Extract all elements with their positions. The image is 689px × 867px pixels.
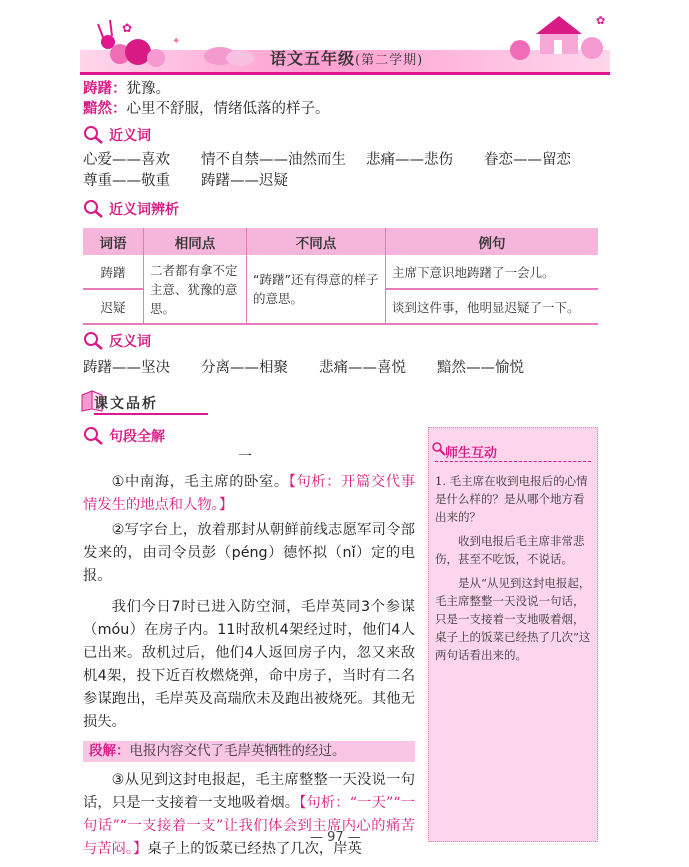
antonym-pair: 分离——相聚	[201, 360, 288, 376]
synonym-pair: 心爱——喜欢	[83, 152, 170, 168]
table-cell-word: 迟疑	[83, 289, 144, 324]
paragraph: ①中南海，毛主席的卧室。【句析：开篇交代事情发生的地点和人物。】	[83, 474, 415, 513]
telegram-paragraph: 我们今日7时已进入防空洞，毛岸英同3个参谋（móu）在房子内。11时敌机4架经过时，他们4人已出来。敌机过后，他们4人返回房子内，忽又来敌机4架，投下近百枚燃烧弹，命中房子，当时有二名参谋跑出，毛岸英及高瑞欣未及跑出被烧死。其他无损失。	[83, 599, 415, 730]
paragraph: ③从见到这封电报起，毛主席整整一天没说一句话，只是一支接着一支地吸着烟。【句析：“一天”“一句话”“一支接着一支”让我们体会到主席内心的痛苦与苦闷。】桌子上的饭菜已经热了几次，岸英	[83, 772, 416, 857]
magnifier-icon	[432, 442, 446, 456]
column-header: 相同点	[144, 228, 247, 255]
sidebar-answer: 收到电报后毛主席非常悲伤，甚至不吃饭，不说话。	[435, 534, 585, 566]
table-cell-same-point: 二者都有拿不定主意、犹豫的意思。	[144, 255, 247, 324]
book-title: 语文五年级(第二学期)	[270, 49, 424, 68]
sentence-note: 【句析：“一天”“一句话”“一支接着一支”让我们体会到主席内心的痛苦与苦闷。】	[83, 795, 416, 857]
antonym-pair: 悲痛——喜悦	[319, 360, 406, 376]
magnifier-icon	[83, 199, 105, 219]
table-header-row	[83, 228, 598, 255]
synonym-pair: 眷恋——留恋	[484, 152, 571, 168]
svg-text:✦: ✦	[172, 36, 181, 47]
table-cell-word: 踌躇	[83, 255, 144, 289]
magnifier-icon	[83, 125, 105, 145]
house-decoration-icon	[500, 10, 610, 70]
column-header: 不同点	[247, 228, 386, 255]
column-header: 词语	[83, 228, 144, 255]
synonym-pairs-row	[83, 171, 288, 191]
table-row	[83, 255, 598, 289]
antonym-pair: 黯然——愉悦	[437, 360, 524, 376]
sentence-analysis-heading: 句段全解	[83, 425, 165, 447]
page-header	[80, 10, 610, 72]
paragraph: ②写字台上，放着那封从朝鲜前线志愿军司令部发来的，由司令员彭（péng）德怀拟（nǐ）定的电报。	[83, 522, 415, 584]
magnifier-icon	[83, 331, 105, 351]
part-marker: 一	[238, 449, 252, 465]
flower-decoration-icon	[80, 14, 200, 72]
synonyms-heading: 近义词	[83, 124, 151, 146]
sidebar-body	[435, 472, 593, 664]
synonym-pair: 情不自禁——油然而生	[201, 152, 346, 168]
table-cell-example: 谈到这件事，他明显迟疑了一下。	[386, 289, 599, 324]
synonym-pair: 尊重——敬重	[83, 173, 170, 189]
antonym-pairs-row	[83, 358, 524, 378]
antonym-pair: 踌躇——坚决	[83, 360, 170, 376]
synonym-pair: 踌躇——迟疑	[201, 173, 288, 189]
page-number: — 97 —	[310, 830, 361, 845]
svg-text:✿: ✿	[596, 14, 606, 27]
definition-line: 踌躇：犹豫。	[83, 81, 170, 97]
sidebar-answer: 是从“从见到这封电报起，毛主席整整一天没说一句话，只是一支接着一支地吸着烟，桌子上的饭菜已经热了几次”这两句话看出来的。	[435, 576, 591, 662]
sidebar-question: 1. 毛主席在收到电报后的心情是什么样的？是从哪个地方看出来的？	[435, 474, 588, 524]
sidebar-title: 师生互动	[445, 446, 498, 461]
svg-text:✿: ✿	[122, 21, 133, 35]
teacher-student-interaction-box	[428, 427, 598, 842]
paragraph-summary: 段解：电报内容交代了毛岸英牺牲的经过。	[83, 741, 415, 762]
book-subtitle: (第二学期)	[355, 53, 424, 68]
synonym-pair: 悲痛——悲伤	[366, 152, 453, 168]
column-header: 例句	[386, 228, 599, 255]
antonyms-heading: 反义词	[83, 330, 151, 352]
definition-line: 黯然：心里不舒服，情绪低落的样子。	[83, 101, 330, 117]
sidebar-divider	[435, 461, 591, 462]
section-title: 课文品析	[94, 393, 208, 415]
cloud-decoration-icon	[200, 36, 260, 66]
table-cell-example: 主席下意识地踌躇了一会儿。	[386, 255, 599, 289]
synonym-pairs-row	[83, 150, 571, 170]
magnifier-icon	[83, 426, 105, 446]
synonym-comparison-table	[83, 228, 598, 325]
synonym-analysis-heading: 近义词辨析	[83, 198, 179, 220]
main-text-column	[83, 471, 415, 861]
table-cell-diff-point: “踌躇”还有得意的样子的意思。	[247, 255, 386, 324]
sentence-note: 【句析：开篇交代事情发生的地点和人物。】	[83, 474, 415, 513]
